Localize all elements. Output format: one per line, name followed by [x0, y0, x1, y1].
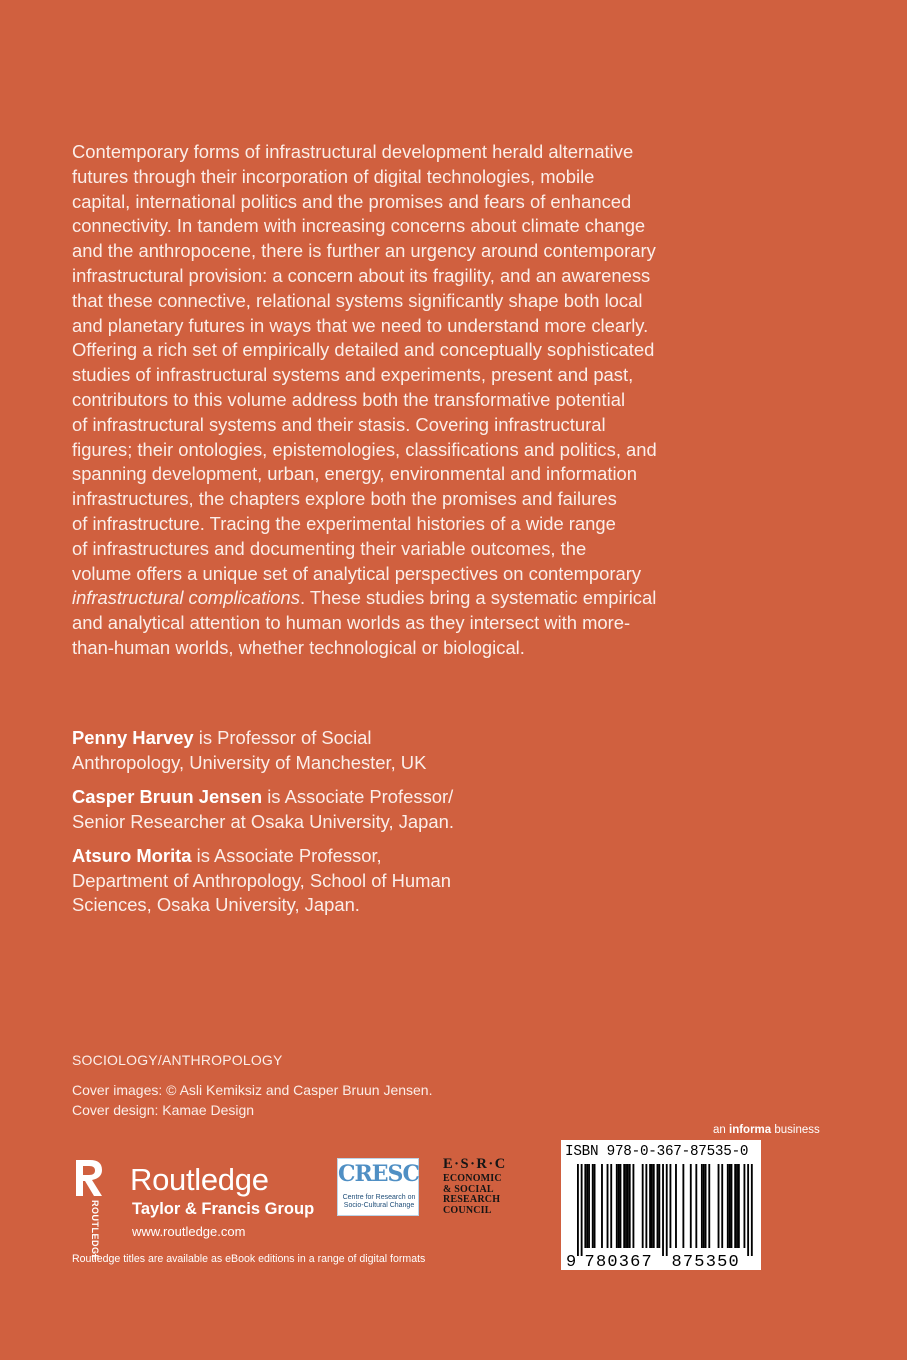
- informa-brand: informa: [729, 1124, 772, 1136]
- cover-credits: [72, 1080, 432, 1120]
- barcode-bar: [721, 1164, 723, 1248]
- informa-prefix: an: [713, 1124, 729, 1136]
- blurb-line: and the anthropocene, there is further an urgency around contemporary: [72, 240, 656, 262]
- routledge-spine-text: ROUTLEDGE: [90, 1200, 100, 1262]
- author-name: Atsuro Morita: [72, 845, 192, 866]
- author-role: is Professor of Social: [193, 727, 372, 748]
- esrc-line1: ECONOMIC: [443, 1173, 502, 1184]
- esrc-logo: [443, 1156, 527, 1216]
- barcode-bar: [620, 1164, 622, 1248]
- author-bio: [72, 785, 532, 834]
- barcode-bar: [734, 1164, 736, 1248]
- bio-line: Anthropology, University of Manchester, UK: [72, 751, 427, 773]
- author-role: is Associate Professor/: [262, 786, 454, 807]
- author-bio: [72, 844, 532, 918]
- barcode-bar: [718, 1164, 720, 1248]
- blurb-line: volume offers a unique set of analytical perspectives on contemporary: [72, 562, 642, 584]
- barcode-bar: [584, 1164, 586, 1248]
- barcode-bar: [729, 1164, 731, 1248]
- bio-line: Sciences, Osaka University, Japan.: [72, 894, 360, 915]
- barcode-bar: [738, 1164, 740, 1248]
- barcode-bar: [675, 1164, 677, 1248]
- blurb-line: capital, international politics and the promises and fears of enhanced: [72, 190, 632, 212]
- bio-line: Senior Researcher at Osaka University, Japan.: [72, 810, 454, 832]
- barcode-bar: [633, 1164, 635, 1248]
- barcode-bar: [731, 1164, 733, 1248]
- blurb-line: infrastructural provision: a concern about its fragility, and an awareness: [72, 264, 651, 286]
- blurb-line: spanning development, urban, energy, environmental and information: [72, 463, 638, 485]
- blurb-line: contributors to this volume address both the transformative potential: [72, 388, 626, 410]
- author-bios: [72, 726, 532, 928]
- barcode-digits: 780367: [584, 1253, 653, 1272]
- esrc-line2: & SOCIAL: [443, 1183, 494, 1195]
- blurb-line: futures through their incorporation of digital technologies, mobile: [72, 165, 595, 187]
- barcode-bar: [588, 1164, 590, 1248]
- barcode-bar: [581, 1164, 583, 1256]
- blurb-line: figures; their ontologies, epistemologies, classifications and politics, and: [72, 438, 657, 460]
- barcode-bar: [577, 1164, 579, 1256]
- barcode-bar: [653, 1164, 655, 1248]
- barcode-bar: [708, 1164, 710, 1248]
- barcode-bar: [649, 1164, 651, 1248]
- barcode-bar: [627, 1164, 629, 1248]
- blurb-line: [72, 586, 712, 611]
- blurb-line: of infrastructures and documenting their variable outcomes, the: [72, 537, 587, 559]
- cresc-title: CRESC: [338, 1161, 419, 1187]
- cresc-logo: [337, 1158, 419, 1216]
- esrc-fullname: [443, 1174, 527, 1216]
- italic-phrase: infrastructural complications: [72, 587, 300, 609]
- barcode-bar: [705, 1164, 707, 1248]
- isbn-barcode: [561, 1140, 761, 1270]
- cresc-subtitle-line2: Socio-Cultural Change: [343, 1202, 415, 1209]
- bio-line: [72, 785, 532, 810]
- barcode-bar: [623, 1164, 625, 1248]
- blurb-line: of infrastructural systems and their stasis. Covering infrastructural: [72, 413, 606, 435]
- cresc-subtitle: [340, 1194, 418, 1210]
- barcode-bar: [607, 1164, 609, 1248]
- barcode-bar: [662, 1164, 664, 1256]
- bio-line: Department of Anthropology, School of Human: [72, 869, 451, 891]
- cover-design-credit: Cover design: Kamae Design: [72, 1102, 255, 1118]
- barcode-bar: [695, 1164, 697, 1248]
- blurb-line: and planetary futures in ways that we need to understand more clearly.: [72, 314, 649, 336]
- barcode-bar: [616, 1164, 618, 1248]
- barcode-bar: [744, 1164, 746, 1248]
- blurb-line: that these connective, relational systems significantly shape both local: [72, 289, 643, 311]
- barcode-bar: [642, 1164, 644, 1248]
- blurb-line: infrastructures, the chapters explore both the promises and failures: [72, 488, 617, 510]
- barcode-bar: [747, 1164, 749, 1256]
- taylor-francis-group: Taylor & Francis Group: [132, 1200, 315, 1218]
- barcode-digits: 9: [566, 1253, 577, 1272]
- barcode-bar: [586, 1164, 588, 1248]
- barcode-bar: [701, 1164, 703, 1248]
- isbn-label: ISBN 978-0-367-87535-0: [565, 1144, 749, 1160]
- barcode-digits: 875350: [671, 1253, 740, 1272]
- barcode-bar: [594, 1164, 596, 1248]
- barcode-graphic: [561, 1140, 761, 1270]
- barcode-bar: [670, 1164, 672, 1248]
- cover-images-credit: Cover images: © Asli Kemiksiz and Casper Bruun Jensen.: [72, 1082, 433, 1098]
- routledge-url[interactable]: www.routledge.com: [132, 1224, 246, 1239]
- blurb-line-rest: . These studies bring a systematic empirical: [299, 587, 657, 609]
- author-role: is Associate Professor,: [191, 845, 382, 866]
- blurb-line: Contemporary forms of infrastructural development herald alternative: [72, 141, 634, 162]
- barcode-bar: [690, 1164, 692, 1248]
- routledge-name: Routledge: [130, 1162, 269, 1197]
- barcode-bar: [703, 1164, 705, 1248]
- barcode-bar: [629, 1164, 631, 1248]
- barcode-bar: [625, 1164, 627, 1248]
- barcode-bar: [666, 1164, 668, 1256]
- cresc-subtitle-line1: Centre for Research on: [342, 1194, 416, 1201]
- barcode-bar: [727, 1164, 729, 1248]
- barcode-bar: [658, 1164, 660, 1248]
- blurb-line: connectivity. In tandem with increasing concerns about climate change: [72, 215, 646, 237]
- blurb-line: than-human worlds, whether technological or biological.: [72, 636, 525, 658]
- barcode-bar: [657, 1164, 659, 1248]
- barcode-bar: [610, 1164, 612, 1248]
- informa-suffix: business: [771, 1124, 820, 1136]
- barcode-bar: [751, 1164, 753, 1256]
- barcode-bar: [618, 1164, 620, 1248]
- esrc-line3: RESEARCH: [443, 1194, 501, 1205]
- subject-category: SOCIOLOGY/ANTHROPOLOGY: [72, 1052, 283, 1068]
- barcode-bar: [601, 1164, 603, 1248]
- routledge-r-icon: [72, 1158, 116, 1262]
- author-name: Penny Harvey: [72, 727, 194, 748]
- blurb-line: studies of infrastructural systems and experiments, present and past,: [72, 364, 634, 386]
- esrc-line4: COUNCIL: [443, 1204, 492, 1216]
- blurb-line: Offering a rich set of empirically detailed and conceptually sophisticated: [72, 339, 655, 361]
- esrc-acronym: E·S·R·C: [443, 1156, 507, 1172]
- bio-line: [72, 726, 532, 751]
- barcode-bar: [592, 1164, 594, 1248]
- author-name: Casper Bruun Jensen: [72, 786, 263, 807]
- author-bio: [72, 726, 532, 775]
- barcode-bar: [682, 1164, 684, 1248]
- blurb-text: [72, 140, 712, 661]
- blurb-line: and analytical attention to human worlds as they intersect with more-: [72, 612, 631, 634]
- informa-business: [713, 1124, 820, 1136]
- blurb-line: of infrastructure. Tracing the experimental histories of a wide range: [72, 512, 616, 534]
- barcode-bar: [651, 1164, 653, 1248]
- bio-line: [72, 844, 532, 869]
- ebook-note: Routledge titles are available as eBook editions in a range of digital formats: [72, 1253, 426, 1265]
- barcode-bar: [736, 1164, 738, 1248]
- barcode-bar: [645, 1164, 647, 1248]
